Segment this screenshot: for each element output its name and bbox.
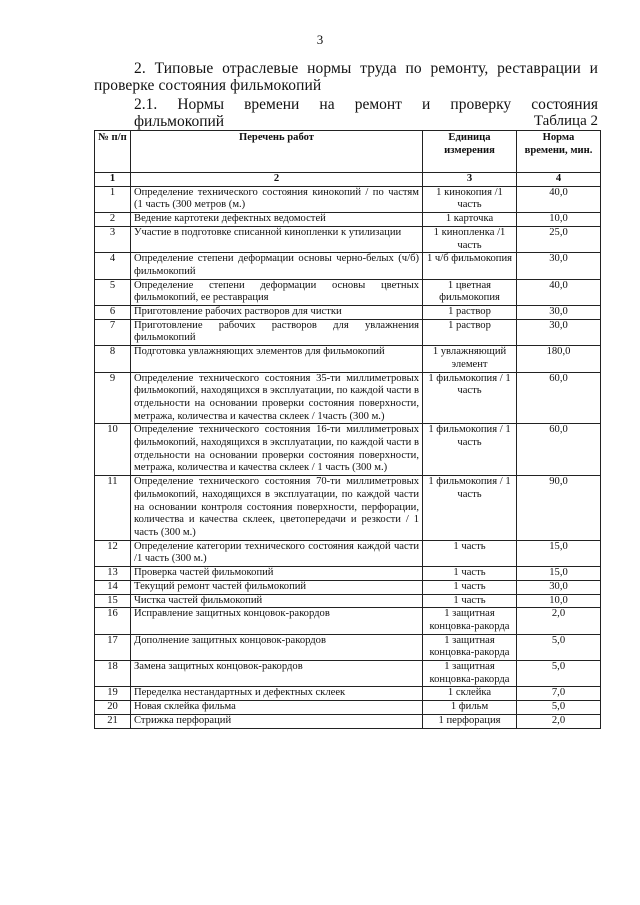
row-number: 16 (95, 608, 131, 634)
row-time-norm: 30,0 (517, 580, 601, 594)
row-unit: 1 фильм (423, 701, 517, 715)
row-unit: 1 защитная концовка-ракорда (423, 661, 517, 687)
row-unit: 1 часть (423, 594, 517, 608)
row-time-norm: 15,0 (517, 540, 601, 566)
row-unit: 1 склейка (423, 687, 517, 701)
row-time-norm: 10,0 (517, 594, 601, 608)
table-row (95, 687, 601, 701)
row-work-description: Новая склейка фильма (131, 701, 423, 715)
row-unit: 1 ч/б фильмокопия (423, 253, 517, 279)
table-row (95, 714, 601, 728)
column-index: 1 (95, 173, 131, 187)
row-work-description: Ведение картотеки дефектных ведомостей (131, 213, 423, 227)
table-header-row (95, 131, 601, 173)
row-time-norm: 15,0 (517, 567, 601, 581)
header-number: № п/п (95, 131, 131, 173)
row-number: 6 (95, 306, 131, 320)
header-unit: Единица измерения (423, 131, 517, 173)
row-work-description: Определение технического состояния 16-ти миллиметровых фильмокопий, находящихся в эксплуатации, по каждой части в отдельности на основании проверки состояния поверхности, метража, количества и качества склеек / 1 часть (300 м.) (131, 424, 423, 476)
table-row (95, 306, 601, 320)
row-work-description: Приготовление рабочих растворов для увлажнения фильмокопий (131, 319, 423, 345)
row-time-norm: 90,0 (517, 476, 601, 541)
row-time-norm: 30,0 (517, 253, 601, 279)
row-unit: 1 кинопленка /1 часть (423, 226, 517, 252)
table-row (95, 608, 601, 634)
table-row (95, 226, 601, 252)
row-time-norm: 30,0 (517, 319, 601, 345)
row-time-norm: 60,0 (517, 372, 601, 424)
table-row (95, 346, 601, 372)
table-row (95, 253, 601, 279)
row-unit: 1 фильмокопия / 1 часть (423, 372, 517, 424)
table-row (95, 319, 601, 345)
row-number: 19 (95, 687, 131, 701)
row-unit: 1 часть (423, 567, 517, 581)
header-work-list: Перечень работ (131, 131, 423, 173)
row-time-norm: 2,0 (517, 714, 601, 728)
row-number: 20 (95, 701, 131, 715)
row-work-description: Определение степени деформации основы цветных фильмокопий, ее реставрация (131, 279, 423, 305)
row-unit: 1 фильмокопия / 1 часть (423, 476, 517, 541)
row-number: 4 (95, 253, 131, 279)
row-unit: 1 раствор (423, 306, 517, 320)
row-time-norm: 30,0 (517, 306, 601, 320)
row-work-description: Участие в подготовке списанной кинопленки к утилизации (131, 226, 423, 252)
table-row (95, 186, 601, 212)
row-time-norm: 5,0 (517, 661, 601, 687)
table-row (95, 476, 601, 541)
row-time-norm: 40,0 (517, 186, 601, 212)
row-work-description: Определение степени деформации основы черно-белых (ч/б) фильмокопий (131, 253, 423, 279)
table-row (95, 661, 601, 687)
row-work-description: Подготовка увлажняющих элементов для фильмокопий (131, 346, 423, 372)
header-time-norm: Норма времени, мин. (517, 131, 601, 173)
row-time-norm: 60,0 (517, 424, 601, 476)
row-time-norm: 5,0 (517, 634, 601, 660)
row-unit: 1 карточка (423, 213, 517, 227)
row-time-norm: 180,0 (517, 346, 601, 372)
row-number: 12 (95, 540, 131, 566)
row-number: 5 (95, 279, 131, 305)
row-work-description: Определение технического состояния 35-ти миллиметровых фильмокопий, находящихся в эксплуатации, по каждой части в отдельности на основании проверки состояния поверхности, метража, количества и качества склеек / 1часть (300 м.) (131, 372, 423, 424)
column-index: 3 (423, 173, 517, 187)
row-unit: 1 увлажняющий элемент (423, 346, 517, 372)
row-work-description: Чистка частей фильмокопий (131, 594, 423, 608)
row-unit: 1 цветная фильмокопия (423, 279, 517, 305)
row-number: 10 (95, 424, 131, 476)
row-number: 18 (95, 661, 131, 687)
row-unit: 1 перфорация (423, 714, 517, 728)
row-time-norm: 10,0 (517, 213, 601, 227)
table-row (95, 372, 601, 424)
row-number: 11 (95, 476, 131, 541)
row-number: 1 (95, 186, 131, 212)
row-work-description: Текущий ремонт частей фильмокопий (131, 580, 423, 594)
row-work-description: Переделка нестандартных и дефектных склеек (131, 687, 423, 701)
row-work-description: Приготовление рабочих растворов для чистки (131, 306, 423, 320)
row-unit: 1 раствор (423, 319, 517, 345)
row-work-description: Проверка частей фильмокопий (131, 567, 423, 581)
table-label: Таблица 2 (533, 113, 598, 129)
row-work-description: Стрижка перфораций (131, 714, 423, 728)
column-index: 4 (517, 173, 601, 187)
row-number: 21 (95, 714, 131, 728)
row-number: 17 (95, 634, 131, 660)
table-row (95, 424, 601, 476)
row-unit: 1 часть (423, 540, 517, 566)
row-work-description: Замена защитных концовок-ракордов (131, 661, 423, 687)
row-work-description: Определение технического состояния 70-ти миллиметровых фильмокопий, находящихся в эксплуатации, по каждой части на основании контроля состояния поверхности, перфорации, количества и качества склеек, цветопередачи и резкости / 1 часть (300 м.) (131, 476, 423, 541)
table-row (95, 634, 601, 660)
row-time-norm: 7,0 (517, 687, 601, 701)
subsection-heading: 2.1. Нормы времени на ремонт и проверку состояния фильмокопий (134, 96, 598, 130)
column-index: 2 (131, 173, 423, 187)
row-time-norm: 2,0 (517, 608, 601, 634)
table-row (95, 567, 601, 581)
table-row (95, 213, 601, 227)
row-number: 15 (95, 594, 131, 608)
table-row (95, 580, 601, 594)
row-time-norm: 5,0 (517, 701, 601, 715)
row-number: 7 (95, 319, 131, 345)
row-number: 8 (95, 346, 131, 372)
row-unit: 1 фильмокопия / 1 часть (423, 424, 517, 476)
row-work-description: Исправление защитных концовок-ракордов (131, 608, 423, 634)
table-row (95, 594, 601, 608)
row-work-description: Дополнение защитных концовок-ракордов (131, 634, 423, 660)
table-row (95, 279, 601, 305)
table-row (95, 701, 601, 715)
row-unit: 1 защитная концовка-ракорда (423, 608, 517, 634)
table-row (95, 540, 601, 566)
column-index-row (95, 173, 601, 187)
section-heading: 2. Типовые отраслевые нормы труда по ремонту, реставрации и проверке состояния фильмокопий (94, 60, 598, 94)
row-time-norm: 40,0 (517, 279, 601, 305)
row-number: 9 (95, 372, 131, 424)
row-number: 13 (95, 567, 131, 581)
row-number: 3 (95, 226, 131, 252)
table-body (95, 186, 601, 728)
norms-table (94, 130, 601, 729)
row-work-description: Определение категории технического состояния каждой части /1 часть (300 м.) (131, 540, 423, 566)
row-unit: 1 защитная концовка-ракорда (423, 634, 517, 660)
row-number: 14 (95, 580, 131, 594)
row-unit: 1 кинокопия /1 часть (423, 186, 517, 212)
row-unit: 1 часть (423, 580, 517, 594)
row-number: 2 (95, 213, 131, 227)
row-work-description: Определение технического состояния кинокопий / по частям (1 часть (300 метров (м.) (131, 186, 423, 212)
page-number: 3 (316, 32, 324, 47)
row-time-norm: 25,0 (517, 226, 601, 252)
